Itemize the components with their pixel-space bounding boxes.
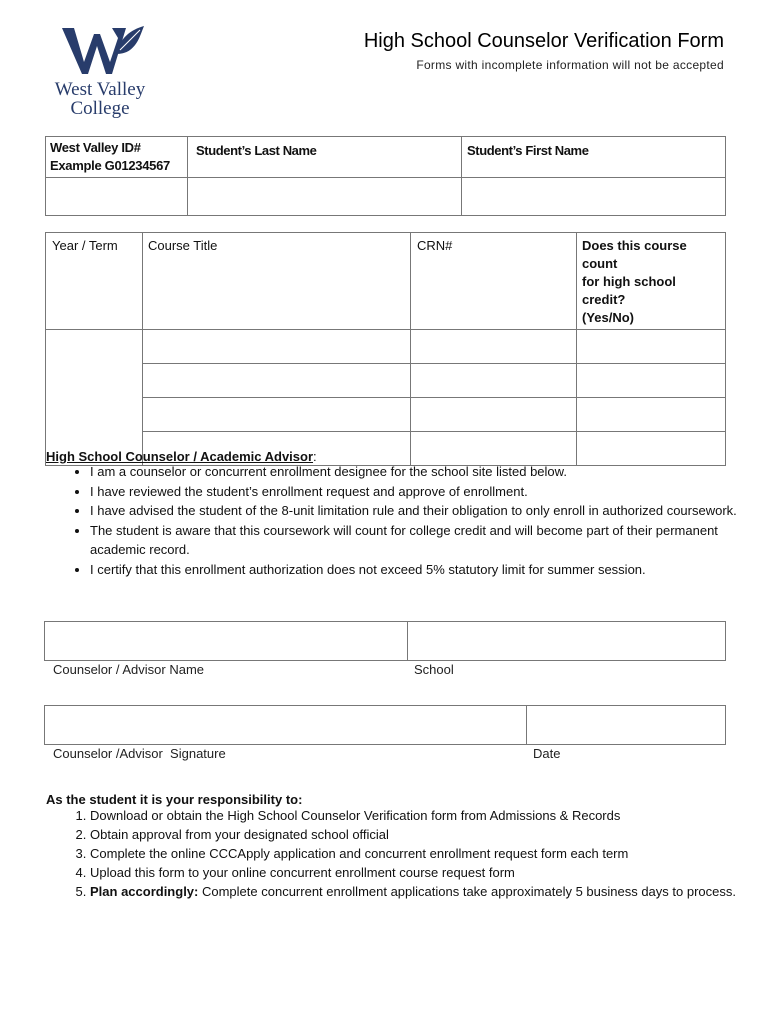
- attestation-item: • I certify that this enrollment authorization does not exceed 5% statutory limit for summer session.: [90, 560, 770, 580]
- course-title-cell[interactable]: [143, 398, 411, 432]
- year-term-input-cell[interactable]: [46, 330, 143, 466]
- step-5-text: Complete concurrent enrollment applications take approximately 5 business days to process.: [198, 884, 736, 899]
- attestation-item: • The student is aware that this coursework will count for college credit and will become part of their permanent academic record.: [90, 521, 770, 560]
- id-input-cell[interactable]: [46, 178, 188, 216]
- crn-cell[interactable]: [411, 364, 577, 398]
- advisor-name-field[interactable]: [44, 621, 409, 661]
- step-item: [90, 882, 770, 901]
- course-title-cell[interactable]: [143, 364, 411, 398]
- step-item: 4. Upload this form to your online concurrent enrollment course request form: [90, 863, 770, 882]
- date-label: Date: [533, 746, 561, 761]
- hs-credit-cell[interactable]: [577, 432, 726, 466]
- hs-credit-line-1: Does this course count: [582, 238, 687, 271]
- step-item: 2. Obtain approval from your designated school official: [90, 825, 770, 844]
- logo-text: [50, 80, 150, 118]
- form-subtitle: Forms with incomplete information will not be accepted: [416, 58, 724, 72]
- crn-cell[interactable]: [411, 330, 577, 364]
- logo-line-2: College: [70, 98, 130, 119]
- hs-credit-cell[interactable]: [577, 398, 726, 432]
- student-info-table: [45, 136, 726, 216]
- first-name-input-cell[interactable]: [462, 178, 726, 216]
- course-title-header: Course Title: [143, 233, 411, 330]
- hs-credit-header: [577, 233, 726, 330]
- college-logo: [50, 24, 150, 120]
- crn-header: CRN#: [411, 233, 577, 330]
- form-title: High School Counselor Verification Form: [363, 30, 724, 52]
- responsibility-steps: [44, 806, 770, 901]
- id-label-cell: [46, 137, 188, 178]
- last-name-input-cell[interactable]: [188, 178, 462, 216]
- hs-credit-cell[interactable]: [577, 364, 726, 398]
- hs-credit-line-2: for high school credit?: [582, 274, 676, 307]
- school-label: School: [414, 662, 454, 677]
- step-item: 1. Download or obtain the High School Counselor Verification form from Admissions & Records: [90, 806, 770, 825]
- course-table: [45, 232, 726, 466]
- advisor-name-label: Counselor / Advisor Name: [53, 662, 205, 677]
- school-field[interactable]: [407, 621, 726, 661]
- attestation-item: • I am a counselor or concurrent enrollment designee for the school site listed below.: [90, 462, 770, 482]
- step-item: 3. Complete the online CCCApply application and concurrent enrollment request form each term: [90, 844, 770, 863]
- logo-line-1: West Valley: [54, 79, 146, 100]
- last-name-label: Student’s Last Name: [188, 137, 462, 178]
- responsibility-heading: As the student it is your responsibility to:: [46, 792, 303, 807]
- w-leaf-logo-icon: [60, 24, 144, 76]
- id-label-line-1: West Valley ID#: [50, 140, 141, 155]
- step-5-bold: Plan accordingly:: [90, 884, 199, 899]
- year-term-header: Year / Term: [46, 233, 143, 330]
- hs-credit-line-3: (Yes/No): [582, 310, 635, 325]
- hs-credit-cell[interactable]: [577, 330, 726, 364]
- crn-cell[interactable]: [411, 432, 577, 466]
- attestation-item: • I have advised the student of the 8-unit limitation rule and their obligation to only enroll in authorized coursework.: [90, 501, 770, 521]
- counselor-attestations: [44, 462, 770, 579]
- attestation-item: • I have reviewed the student’s enrollment request and approve of enrollment.: [90, 482, 770, 502]
- date-field[interactable]: [526, 705, 726, 745]
- crn-cell[interactable]: [411, 398, 577, 432]
- course-title-cell[interactable]: [143, 330, 411, 364]
- counselor-heading-text: High School Counselor / Academic Advisor: [46, 449, 314, 464]
- advisor-signature-field[interactable]: [44, 705, 528, 745]
- counselor-heading-colon: :: [313, 449, 317, 464]
- first-name-label: Student’s First Name: [462, 137, 726, 178]
- advisor-signature-label: Counselor /Advisor Signature: [53, 746, 226, 761]
- id-label-line-2: Example G01234567: [50, 158, 170, 173]
